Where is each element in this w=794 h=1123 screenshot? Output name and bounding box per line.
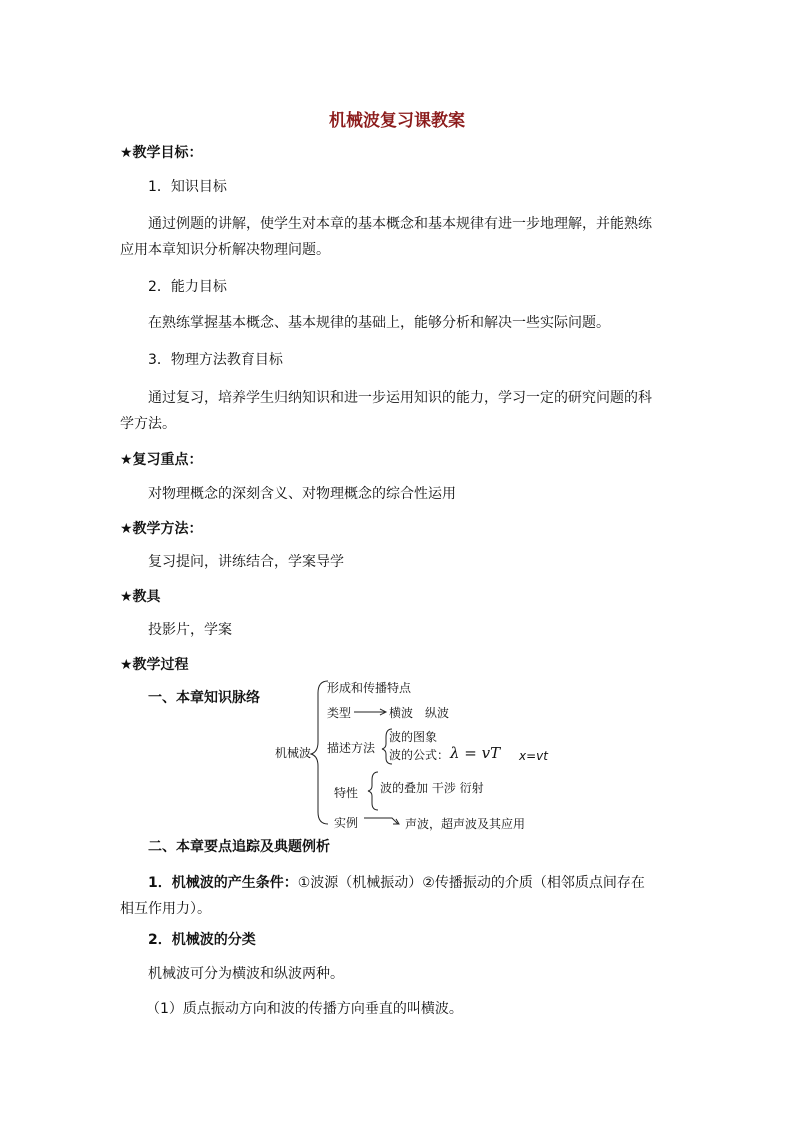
diagram-prop-values: 波的叠加 干涉 衍射 bbox=[380, 781, 484, 795]
objective-2-text: 在熟练掌握基本概念、基本规律的基础上，能够分析和解决一些实际问题。 bbox=[148, 315, 610, 331]
section-1-heading: 一、本章知识脉络 bbox=[148, 690, 260, 706]
page-title: 机械波复习课教案 bbox=[329, 111, 465, 131]
diagram-type: 类型 bbox=[327, 706, 352, 720]
diagram-desc: 描述方法 bbox=[327, 741, 376, 755]
diagram-desc-graph: 波的图象 bbox=[389, 730, 438, 744]
diagram-example: 实例 bbox=[334, 816, 359, 830]
diagram-desc-formula-label: 波的公式： bbox=[389, 748, 450, 762]
objective-3-title: 3．物理方法教育目标 bbox=[148, 352, 283, 368]
point-2-text: 机械波可分为横波和纵波两种。 bbox=[148, 966, 344, 982]
methods-text: 复习提问，讲练结合，学案导学 bbox=[148, 554, 344, 570]
objective-2-title: 2．能力目标 bbox=[148, 279, 227, 295]
objective-3-text: 通过复习，培养学生归纳知识和进一步运用知识的能力，学习一定的研究问题的科学方法。 bbox=[120, 390, 652, 432]
tools-heading: ★教具 bbox=[120, 589, 161, 605]
process-heading: ★教学过程 bbox=[120, 657, 189, 673]
tools-text: 投影片，学案 bbox=[148, 622, 232, 638]
diagram-desc-formula2: x=vt bbox=[519, 749, 548, 763]
objectives-heading: ★教学目标： bbox=[120, 145, 203, 161]
section-2-heading: 二、本章要点追踪及典题例析 bbox=[148, 839, 330, 855]
diagram-example-values: 声波，超声波及其应用 bbox=[405, 817, 526, 831]
diagram-root: 机械波 bbox=[275, 746, 312, 760]
diagram-prop: 特性 bbox=[334, 786, 359, 800]
point-1-title: 1．机械波的产生条件： bbox=[148, 875, 298, 891]
diagram-formation: 形成和传播特点 bbox=[327, 681, 412, 695]
diagram-desc-formula: λ = vT bbox=[450, 744, 501, 762]
key-points-text: 对物理概念的深刻含义、对物理概念的综合性运用 bbox=[148, 486, 456, 502]
objective-1-text: 通过例题的讲解，使学生对本章的基本概念和基本规律有进一步地理解，并能熟练应用本章知识分析解决物理问题。 bbox=[120, 216, 652, 258]
point-2-item-1: （1）质点振动方向和波的传播方向垂直的叫横波。 bbox=[146, 1001, 463, 1017]
point-1 bbox=[120, 870, 652, 922]
point-1-text: ①波源（机械振动）②传播振动的介质（相邻质点间存在相互作用力）。 bbox=[120, 875, 645, 917]
key-points-heading: ★复习重点： bbox=[120, 452, 203, 468]
objective-1-title: 1．知识目标 bbox=[148, 179, 227, 195]
methods-heading: ★教学方法： bbox=[120, 521, 203, 537]
diagram-type-values: 横波 纵波 bbox=[389, 706, 450, 720]
point-2-title: 2．机械波的分类 bbox=[148, 932, 256, 948]
